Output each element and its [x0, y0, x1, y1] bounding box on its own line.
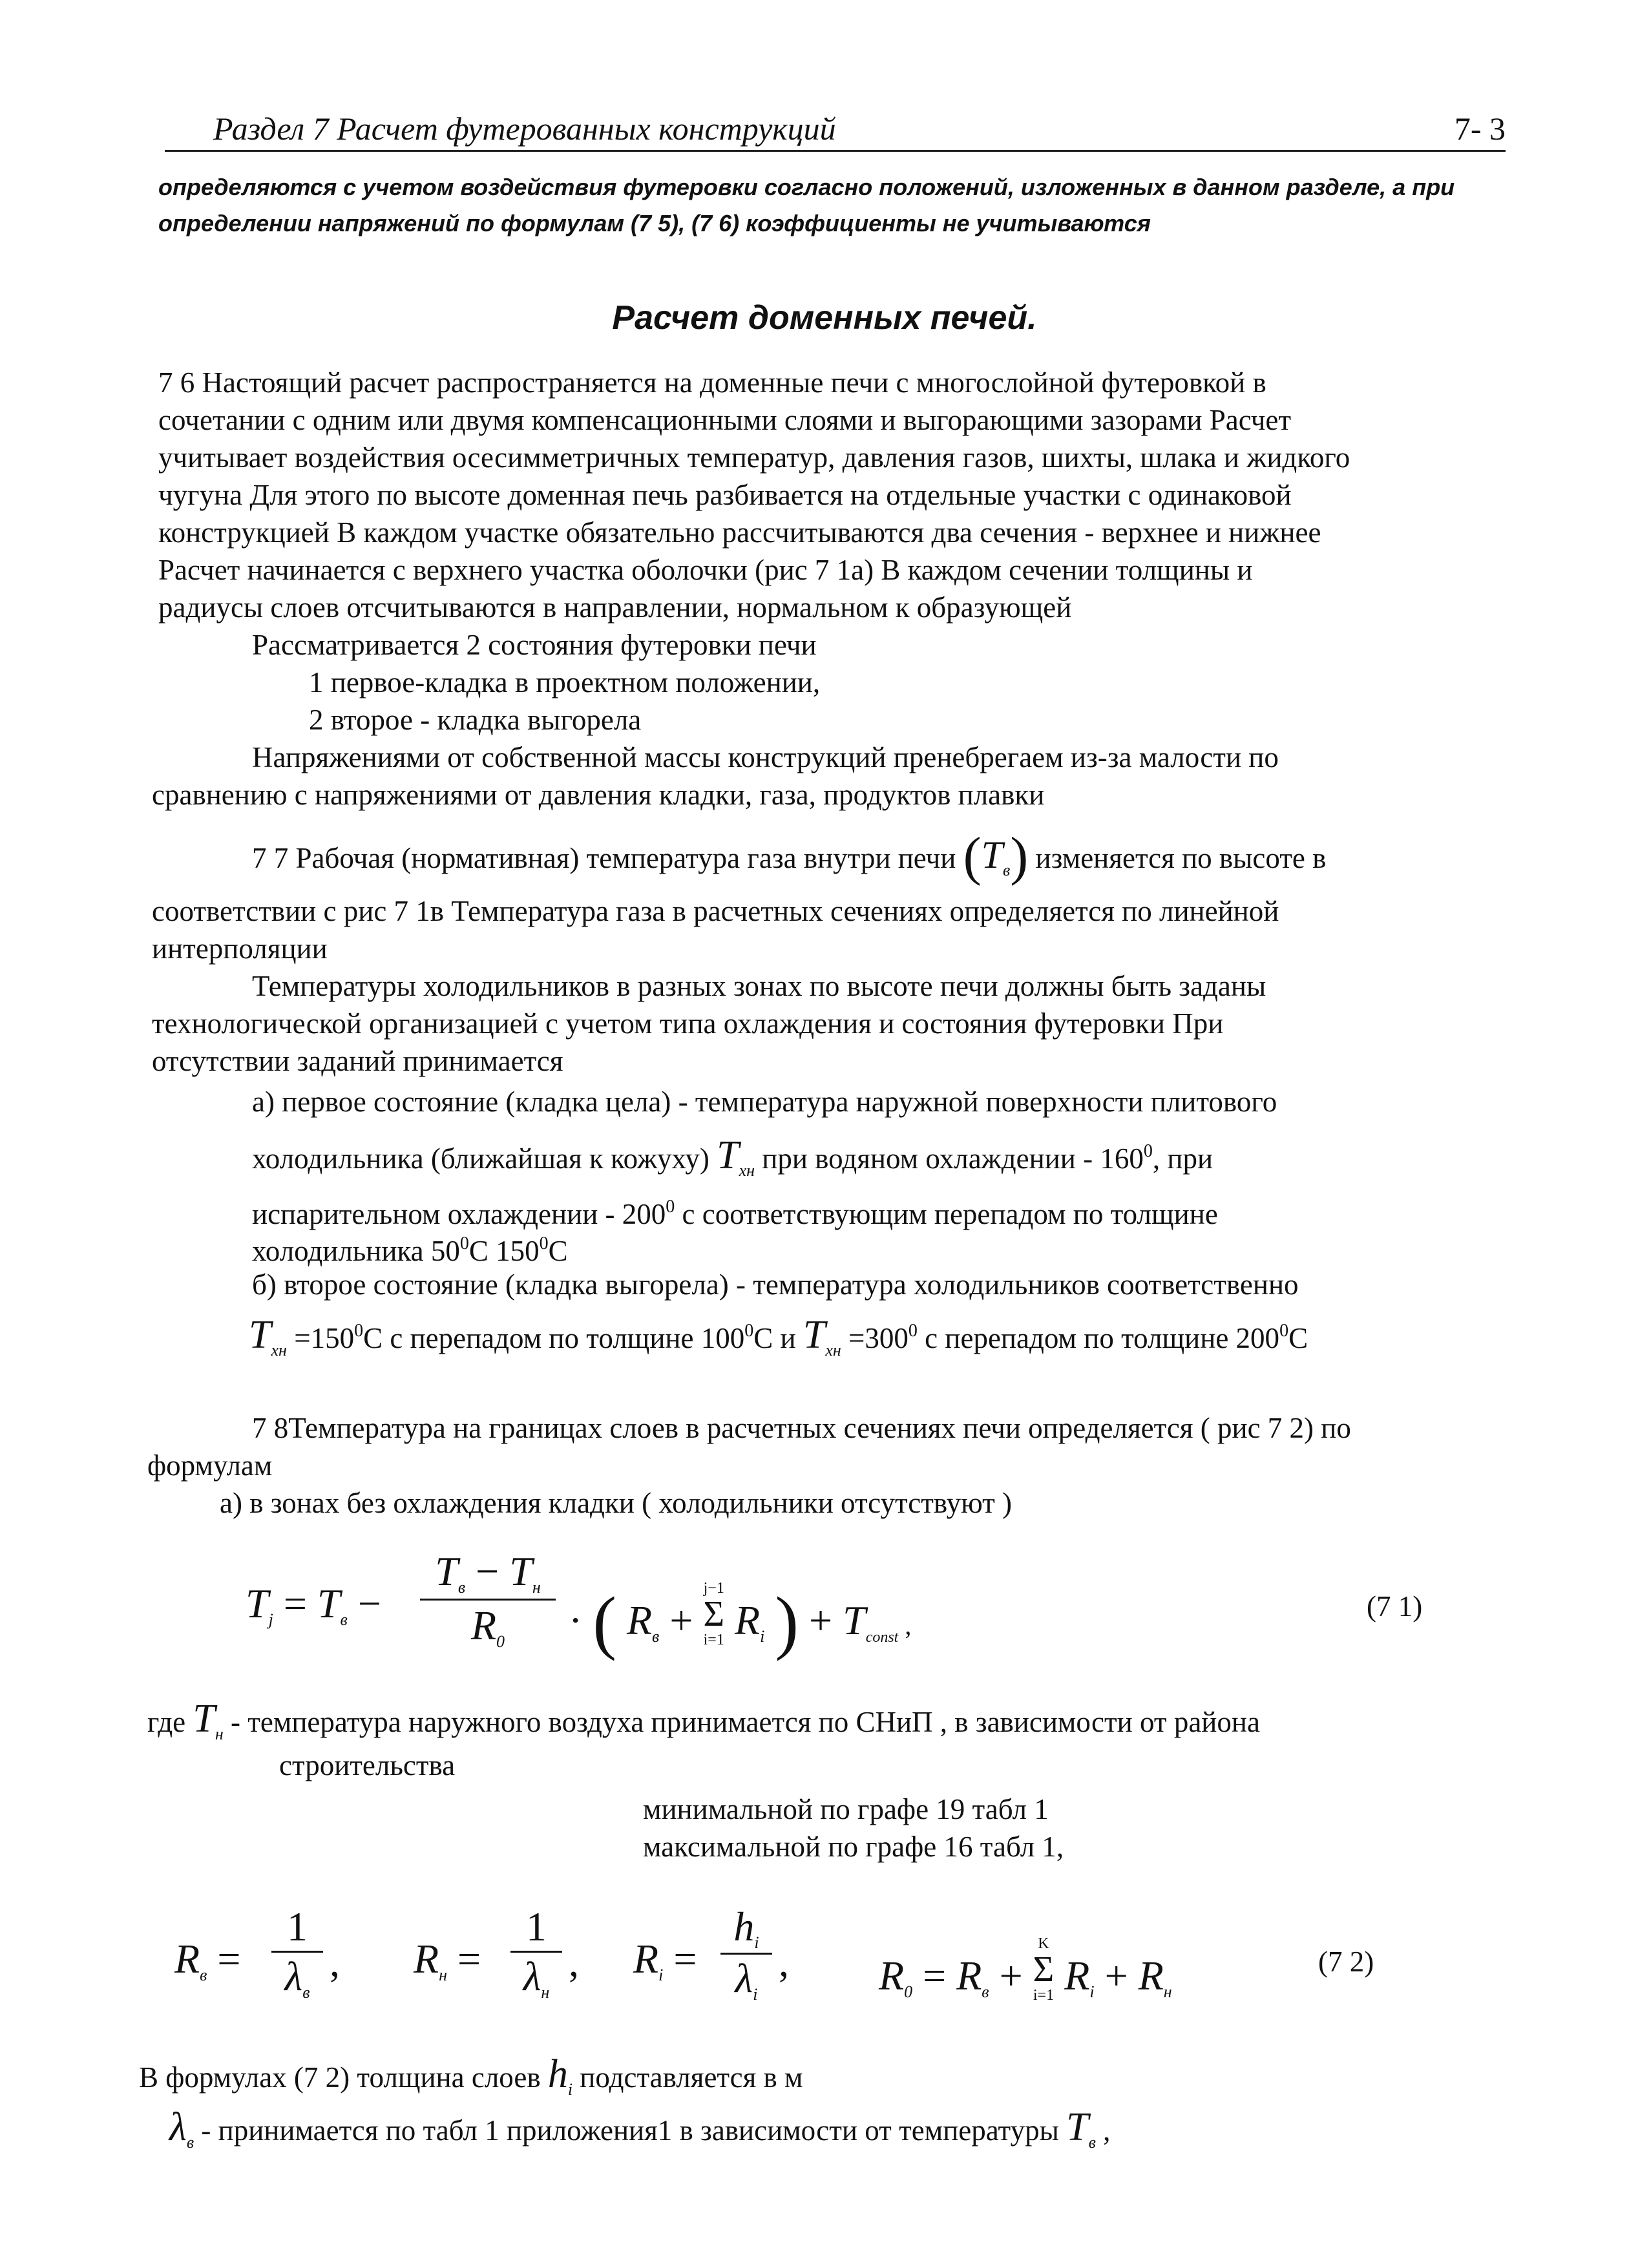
- text-line: строительства: [279, 1749, 456, 1781]
- equation-number: (7 1): [1367, 1590, 1423, 1622]
- text-line: Рассматривается 2 состояния футеровки печи: [252, 629, 817, 661]
- section-heading: Расчет доменных печей.: [612, 299, 1037, 337]
- symbol-T-xn: $T_{хн}$: [717, 1133, 755, 1180]
- intro-paragraph: [158, 169, 1509, 242]
- text-line: радиусы слоев отсчитываются в направлении, нормальном к образующей: [158, 591, 1072, 624]
- text-line: Температуры холодильников в разных зонах по высоте печи должны быть заданы: [252, 970, 1266, 1002]
- symbol-h-i: $h_i$: [547, 2052, 573, 2099]
- symbol-T-n: $T_н$: [193, 1697, 224, 1743]
- text-line: формулам: [147, 1449, 273, 1482]
- text-line: где $T_н$ - температура наружного воздуха принимается по СНиП , в зависимости от района: [147, 1697, 1260, 1743]
- text-line: Расчет начинается с верхнего участка оболочки (рис 7 1а) В каждом сечении толщины и: [158, 554, 1253, 586]
- text-line: максимальной по графе 16 табл 1,: [643, 1831, 1064, 1863]
- header-divider: [165, 150, 1506, 152]
- text-line: В формулах (7 2) толщина слоев $h_i$ подставляется в м: [139, 2052, 803, 2099]
- text-line: сочетании с одним или двумя компенсационными слоями и выгорающими зазорами Расчет: [158, 404, 1292, 436]
- text-line: Напряжениями от собственной массы конструкций пренебрегаем из-за малости по: [252, 741, 1279, 773]
- text-line: испарительном охлаждении - $200^0$ с соответствующим перепадом по толщине: [252, 1197, 1218, 1230]
- intro-line: определении напряжений по формулам (7 5), (7 6) коэффициенты не учитываются: [158, 210, 1151, 236]
- text-line: учитывает воздействия осесимметричных температур, давления газов, шихты, шлака и жидкого: [158, 441, 1350, 474]
- page-number: 7- 3: [1454, 110, 1506, 147]
- text-line: отсутствии заданий принимается: [152, 1045, 563, 1077]
- text-line: а) в зонах без охлаждения кладки ( холодильники отсутствуют ): [220, 1487, 1013, 1519]
- header-title: Раздел 7 Расчет футерованных конструкций: [213, 110, 836, 147]
- text-line: технологической организацией с учетом типа охлаждения и состояния футеровки При: [152, 1007, 1224, 1040]
- symbol-T-xn: $T_{хн}$: [249, 1313, 287, 1360]
- symbol-lambda-v: $\lambda_в$: [169, 2105, 194, 2152]
- text-line: 7 6 Настоящий расчет распространяется на доменные печи с многослойной футеровкой в: [158, 366, 1266, 399]
- text-line: конструкцией В каждом участке обязательно рассчитываются два сечения - верхнее и нижнее: [158, 516, 1321, 549]
- text-line: соответствии с рис 7 1в Температура газа в расчетных сечениях определяется по линейной: [152, 895, 1279, 927]
- text-line: чугуна Для этого по высоте доменная печь разбивается на отдельные участки с одинаковой: [158, 479, 1292, 511]
- text-line: интерполяции: [152, 932, 328, 965]
- page-header: [165, 110, 1506, 155]
- symbol-T-xn: $T_{хн}$: [803, 1313, 841, 1360]
- text-line: $T_{хн} =150^0С$ с перепадом по толщине $100^0С$ и $T_{хн} =300^0$ с перепадом по толщине $200^0С$: [249, 1313, 1308, 1360]
- list-item: 1 первое-кладка в проектном положении,: [309, 666, 821, 698]
- intro-line: определяются с учетом воздействия футеровки согласно положений, изложенных в данном разделе, а при: [158, 174, 1455, 200]
- text-line: а) первое состояние (кладка цела) - температура наружной поверхности плитового: [252, 1086, 1277, 1118]
- equation-7-1: $T_j = T_в$ − $T_в - T_н$ $R_0$ · ( $R_в$ + j−1 Σ i=1 $R_i$ ) + $T_{const}$ ,: [246, 1548, 912, 1661]
- text-line: минимальной по графе 19 табл 1: [643, 1793, 1049, 1825]
- text-line: холодильника (ближайшая к кожуху) $T_{хн}$ при водяном охлаждении - $160^0$, при: [252, 1133, 1213, 1180]
- list-item: 2 второе - кладка выгорела: [309, 704, 642, 736]
- symbol-T-v: $T_в$: [981, 834, 1011, 879]
- equation-7-2: $R_в$ = 1 $\lambda_в$ , $R_н$ = 1 $\lambda_н$ , $R_i$ = $h_i$ $\lambda_i$ , $R_0 = R_в$ + K Σ i=1 $R_i + R_н$: [174, 1904, 1172, 2004]
- text-line: б) второе состояние (кладка выгорела) - температура холодильников соответственно: [252, 1268, 1299, 1301]
- equation-number: (7 2): [1318, 1946, 1374, 1978]
- text-line: сравнению с напряжениями от давления кладки, газа, продуктов плавки: [152, 779, 1045, 811]
- text-line: 7 8Температура на границах слоев в расчетных сечениях печи определяется ( рис 7 2) по: [252, 1412, 1351, 1444]
- symbol-T-v: $T_в$: [1066, 2105, 1096, 2152]
- text-line: $\lambda_в$ - принимается по табл 1 приложения1 в зависимости от температуры $T_в$ ,: [169, 2105, 1111, 2152]
- text-line: холодильника $50^0С$ $150^0С$: [252, 1234, 568, 1267]
- text-line: 7 7 Рабочая (нормативная) температура газа внутри печи $(T_в)$ изменяется по высоте в: [252, 826, 1327, 887]
